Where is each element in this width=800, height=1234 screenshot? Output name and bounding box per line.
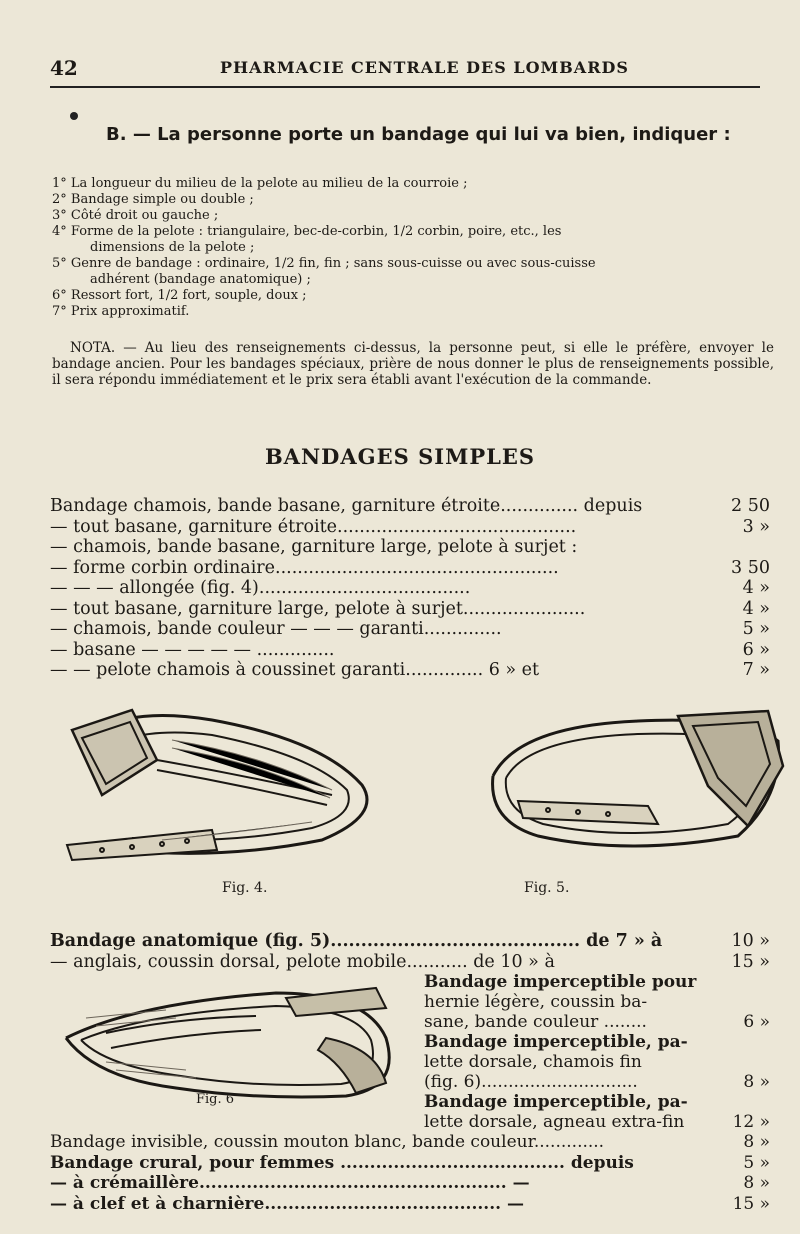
price-row bbox=[50, 537, 770, 558]
price-row bbox=[424, 992, 770, 1012]
price-list-anatomic bbox=[50, 931, 770, 972]
price-row bbox=[50, 619, 770, 640]
price-row bbox=[50, 558, 770, 579]
price-row bbox=[50, 952, 770, 973]
price-row bbox=[424, 1012, 770, 1032]
subsection-title: B. — La personne porte un bandage qui lui va bien, indiquer : bbox=[106, 124, 731, 145]
instruction-item: 6° Ressort fort, 1/2 fort, souple, doux ; bbox=[52, 288, 307, 303]
instruction-item: 2° Bandage simple ou double ; bbox=[52, 192, 254, 207]
price-row bbox=[50, 1132, 770, 1153]
figure-caption-fig4: Fig. 4. bbox=[222, 880, 268, 896]
price-label: Bandage imperceptible, pa- bbox=[424, 1092, 688, 1112]
price-row bbox=[424, 1072, 770, 1092]
price-row bbox=[50, 1194, 770, 1215]
price-label: lette dorsale, agneau extra-fin bbox=[424, 1112, 685, 1132]
figure-caption-fig6: Fig. 6 bbox=[196, 1092, 235, 1107]
price-row bbox=[424, 1052, 770, 1072]
price-value: 3 50 bbox=[731, 557, 770, 578]
instruction-item-cont: adhérent (bandage anatomique) ; bbox=[90, 272, 311, 287]
price-label: — chamois, bande couleur — — — garanti.............. bbox=[50, 619, 502, 639]
price-row bbox=[50, 517, 770, 538]
instruction-item: 5° Genre de bandage : ordinaire, 1/2 fin, fin ; sans sous-cuisse ou avec sous-cuisse bbox=[52, 256, 596, 271]
price-label: sane, bande couleur ........ bbox=[424, 1012, 647, 1032]
nota-paragraph bbox=[52, 340, 774, 388]
price-row bbox=[424, 1032, 770, 1052]
price-label: Bandage chamois, bande basane, garniture étroite.............. depuis bbox=[50, 496, 643, 516]
price-row bbox=[50, 1153, 770, 1174]
price-label: — — pelote chamois à coussinet garanti.............. 6 » et bbox=[50, 660, 540, 680]
price-row bbox=[50, 660, 770, 681]
price-row bbox=[424, 972, 770, 992]
price-value: 15 » bbox=[731, 951, 770, 972]
price-label: Bandage crural, pour femmes ...................................... depuis bbox=[50, 1152, 634, 1173]
instruction-list bbox=[52, 176, 772, 320]
page-number: 42 bbox=[50, 56, 78, 80]
price-label: — forme corbin ordinaire................................................... bbox=[50, 557, 559, 578]
price-value: 5 » bbox=[743, 1152, 770, 1173]
price-value: 12 » bbox=[732, 1112, 770, 1132]
nota-text: — Au lieu des renseignements ci-dessus, la personne peut, si elle le préfère, envoyer le bandage ancien. Pour les bandages spéciaux, prière de nous donner le plus de renseignements possible, il sera répondu immédiatement et le prix sera établi avant l'exécution de la commande. bbox=[52, 340, 774, 388]
price-row bbox=[50, 599, 770, 620]
price-value: 4 » bbox=[742, 578, 770, 598]
price-row bbox=[50, 578, 770, 599]
price-label: — basane — — — — — .............. bbox=[50, 639, 335, 660]
price-label: — chamois, bande basane, garniture large, pelote à surjet : bbox=[50, 537, 578, 557]
price-row bbox=[50, 1173, 770, 1194]
price-value: 5 » bbox=[742, 619, 770, 639]
price-label: — à crémaillère.................................................... — bbox=[50, 1173, 530, 1193]
price-row bbox=[50, 931, 770, 952]
price-label: — à clef et à charnière........................................ — bbox=[50, 1193, 524, 1214]
price-value: 8 » bbox=[743, 1072, 770, 1092]
price-value: 15 » bbox=[732, 1193, 770, 1214]
price-label: Bandage invisible, coussin mouton blanc, bande couleur............. bbox=[50, 1132, 605, 1152]
price-value: 6 » bbox=[743, 1012, 770, 1032]
price-label: — — — allongée (fig. 4)...................................... bbox=[50, 578, 471, 598]
price-value: 8 » bbox=[743, 1132, 770, 1152]
instruction-item-cont: dimensions de la pelote ; bbox=[90, 240, 255, 255]
price-row bbox=[50, 640, 770, 661]
price-value: 4 » bbox=[742, 598, 770, 619]
price-label: — anglais, coussin dorsal, pelote mobile........... de 10 » à bbox=[50, 951, 555, 972]
instruction-item: 3° Côté droit ou gauche ; bbox=[52, 208, 219, 223]
price-label: lette dorsale, chamois fin bbox=[424, 1052, 642, 1072]
truss-illustration-fig5 bbox=[478, 706, 788, 866]
price-value: 3 » bbox=[742, 516, 770, 537]
price-label: — tout basane, garniture large, pelote à surjet...................... bbox=[50, 598, 586, 619]
price-label: (fig. 6)............................. bbox=[424, 1072, 638, 1092]
price-value: 6 » bbox=[742, 639, 770, 660]
instruction-item: 7° Prix approximatif. bbox=[52, 304, 190, 319]
section-title: BANDAGES SIMPLES bbox=[264, 444, 536, 469]
page-header bbox=[50, 52, 760, 88]
price-label: Bandage anatomique (fig. 5)......................................... de 7 » à bbox=[50, 931, 663, 951]
price-row bbox=[50, 496, 770, 517]
instruction-item: 1° La longueur du milieu de la pelote au milieu de la courroie ; bbox=[52, 176, 468, 191]
price-label: hernie légère, coussin ba- bbox=[424, 992, 648, 1012]
price-list-imperceptible bbox=[424, 972, 770, 1132]
price-row bbox=[424, 1112, 770, 1132]
price-value: 2 50 bbox=[731, 496, 770, 516]
price-label: Bandage imperceptible pour bbox=[424, 972, 697, 992]
price-value: 10 » bbox=[731, 931, 770, 951]
bullet-mark bbox=[70, 112, 78, 120]
price-label: Bandage imperceptible, pa- bbox=[424, 1032, 688, 1052]
nota-label: NOTA. bbox=[70, 340, 116, 356]
truss-illustration-fig6 bbox=[56, 978, 416, 1106]
price-label: — tout basane, garniture étroite........................................... bbox=[50, 516, 577, 537]
price-list-simple bbox=[50, 496, 770, 681]
instruction-item: 4° Forme de la pelote : triangulaire, bec-de-corbin, 1/2 corbin, poire, etc., les bbox=[52, 224, 562, 239]
price-row bbox=[424, 1092, 770, 1112]
truss-illustration-fig4 bbox=[62, 700, 392, 870]
price-value: 8 » bbox=[743, 1173, 770, 1193]
price-list-other bbox=[50, 1132, 770, 1214]
price-value: 7 » bbox=[742, 660, 770, 680]
figure-caption-fig5: Fig. 5. bbox=[524, 880, 570, 896]
running-title: PHARMACIE CENTRALE DES LOMBARDS bbox=[220, 58, 629, 77]
